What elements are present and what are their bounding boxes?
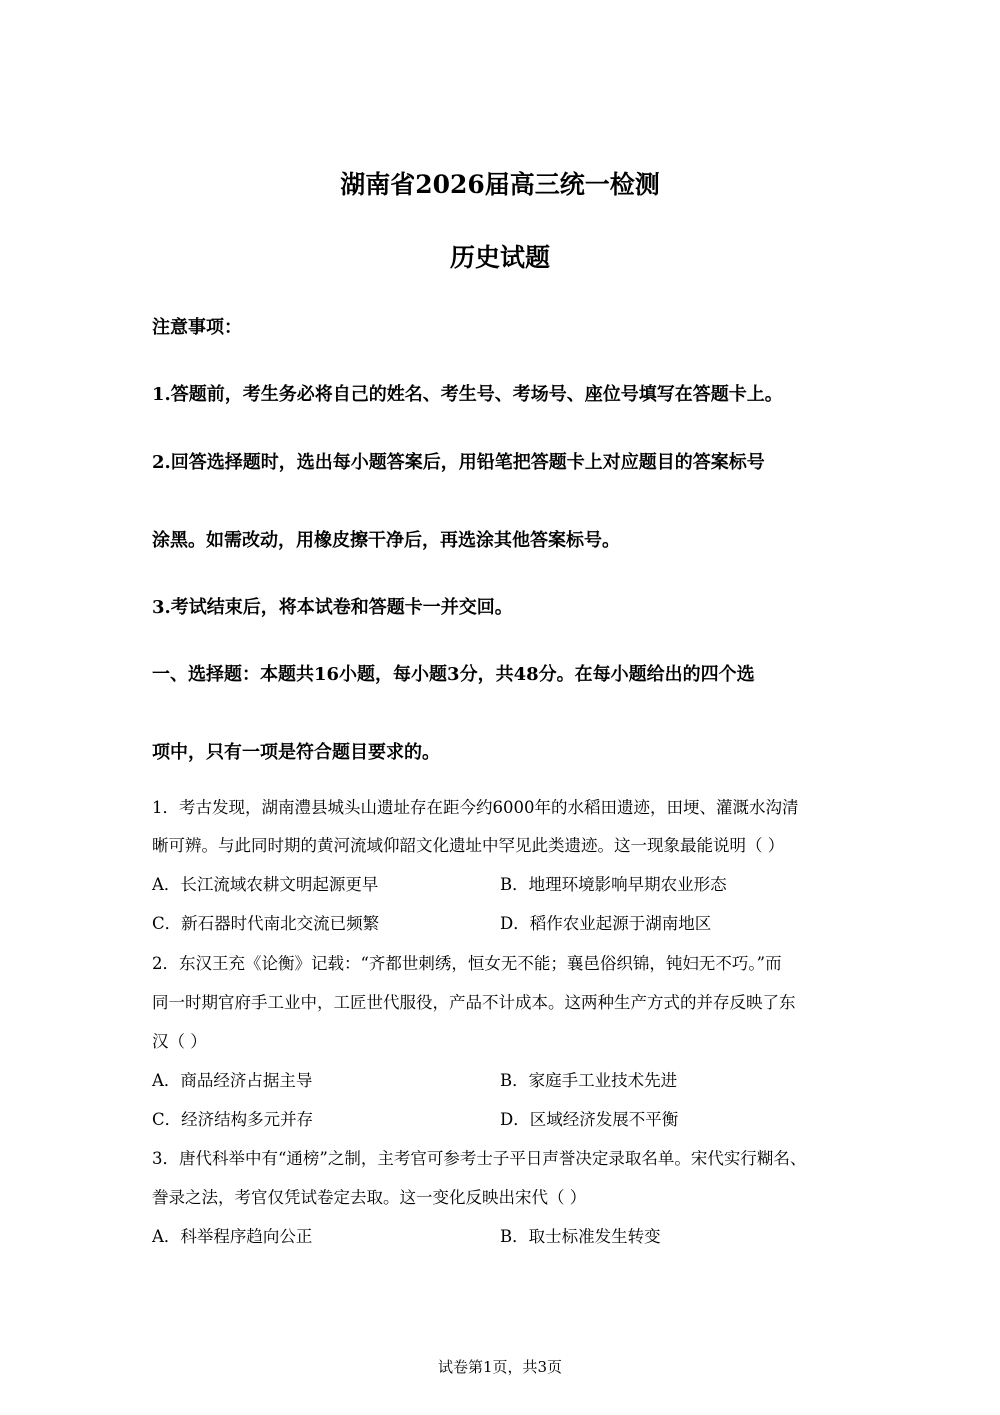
question-1-option-a: A．长江流域农耕文明起源更早 <box>152 875 379 894</box>
notes-heading: 注意事项： <box>152 317 242 338</box>
question-1-option-b: B．地理环境影响早期农业形态 <box>500 875 727 894</box>
section-1-heading-line-1: 一、选择题：本题共16小题，每小题3分，共48分。在每小题给出的四个选 <box>152 664 755 685</box>
exam-title: 湖南省2026届高三统一检测 <box>340 170 660 199</box>
question-2-option-d: D．区域经济发展不平衡 <box>500 1110 679 1129</box>
question-2-option-c: C．经济结构多元并存 <box>152 1110 314 1129</box>
question-1-stem-line-1: 1．考古发现，湖南澧县城头山遗址存在距今约6000年的水稻田遗迹，田埂、灌溉水沟清 <box>152 798 799 817</box>
question-3-option-b: B．取士标准发生转变 <box>500 1227 661 1246</box>
question-1-option-c: C．新石器时代南北交流已频繁 <box>152 914 380 933</box>
question-3-stem-line-1: 3．唐代科举中有“通榜”之制，主考官可参考士子平日声誉决定录取名单。宋代实行糊名、 <box>152 1149 807 1168</box>
notes-item-3: 3.考试结束后，将本试卷和答题卡一并交回。 <box>152 597 513 618</box>
question-3-stem-line-2: 誊录之法，考官仅凭试卷定去取。这一变化反映出宋代（ ） <box>152 1188 587 1207</box>
question-2-stem-line-1: 2．东汉王充《论衡》记载：“齐都世刺绣，恒女无不能；襄邑俗织锦，钝妇无不巧。”而 <box>152 954 782 973</box>
question-2-stem-line-2: 同一时期官府手工业中，工匠世代服役，产品不计成本。这两种生产方式的并存反映了东 <box>152 993 796 1012</box>
section-1-heading-line-2: 项中，只有一项是符合题目要求的。 <box>152 742 440 763</box>
question-2-stem-line-3: 汉（ ） <box>152 1032 207 1051</box>
notes-item-2-line-1: 2.回答选择题时，选出每小题答案后，用铅笔把答题卡上对应题目的答案标号 <box>152 452 765 473</box>
question-1-stem-line-2: 晰可辨。与此同时期的黄河流域仰韶文化遗址中罕见此类遗迹。这一现象最能说明（ ） <box>152 836 785 855</box>
question-1-option-d: D．稻作农业起源于湖南地区 <box>500 914 712 933</box>
question-2-option-a: A．商品经济占据主导 <box>152 1071 313 1090</box>
exam-subject-title: 历史试题 <box>449 243 550 272</box>
notes-item-2-line-2: 涂黑。如需改动，用橡皮擦干净后，再选涂其他答案标号。 <box>152 530 620 551</box>
notes-item-1: 1.答题前，考生务必将自己的姓名、考生号、考场号、座位号填写在答题卡上。 <box>152 384 783 405</box>
question-3-option-a: A．科举程序趋向公正 <box>152 1227 313 1246</box>
question-2-option-b: B．家庭手工业技术先进 <box>500 1071 678 1090</box>
page-number-footer: 试卷第1页，共3页 <box>437 1358 563 1376</box>
